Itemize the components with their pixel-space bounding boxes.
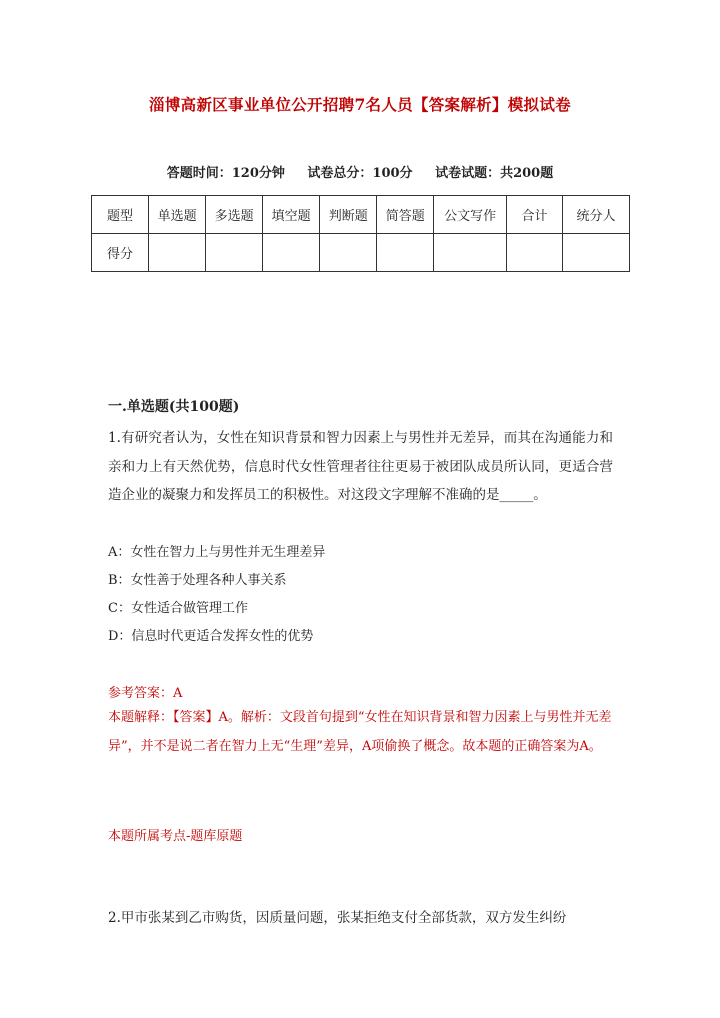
score-header-cell: 题型: [92, 196, 149, 234]
score-cell: [206, 234, 263, 272]
score-row-label: 得分: [92, 234, 149, 272]
question-stem-2: 2.甲市张某到乙市购货，因质量问题，张某拒绝支付全部货款，双方发生纠纷: [108, 910, 567, 926]
score-table-score-row: [92, 234, 630, 272]
reference-answer: 参考答案：A: [108, 686, 183, 701]
option-d: D：信息时代更适合发挥女性的优势: [108, 629, 314, 644]
score-cell: [263, 234, 320, 272]
section-heading: 一.单选题(共100题): [108, 399, 240, 415]
score-header-cell: 合计: [506, 196, 562, 234]
score-header-cell: 统分人: [563, 196, 630, 234]
exam-meta: [0, 162, 720, 181]
option-a: A：女性在智力上与男性并无生理差异: [108, 545, 326, 560]
option-b: B：女性善于处理各种人事关系: [108, 573, 287, 588]
exam-question-count: 试卷试题：共200题: [435, 166, 554, 181]
option-c: C：女性适合做管理工作: [108, 601, 248, 616]
score-header-cell: 单选题: [149, 196, 206, 234]
score-table-header-row: [92, 196, 630, 234]
score-header-cell: 判断题: [320, 196, 377, 234]
score-cell: [506, 234, 562, 272]
knowledge-point: 本题所属考点-题库原题: [108, 829, 243, 844]
exam-total-score: 试卷总分：100分: [307, 166, 413, 181]
score-cell: [149, 234, 206, 272]
score-header-cell: 多选题: [206, 196, 263, 234]
score-cell: [320, 234, 377, 272]
question-stem: 1.有研究者认为，女性在知识背景和智力因素上与男性并无差异，而其在沟通能力和亲和力上有天然优势，信息时代女性管理者往往更易于被团队成员所认同，更适合营造企业的凝聚力和发挥员工的积极性。对这段文字理解不准确的是_____。: [108, 430, 613, 503]
document-title: 淄博高新区事业单位公开招聘7名人员【答案解析】模拟试卷: [149, 95, 571, 114]
score-cell: [377, 234, 434, 272]
score-header-cell: 公文写作: [434, 196, 507, 234]
score-table: [91, 195, 630, 272]
score-cell: [563, 234, 630, 272]
score-header-cell: 简答题: [377, 196, 434, 234]
exam-time: 答题时间：120分钟: [166, 166, 285, 181]
answer-explanation: 本题解释：【答案】A。解析：文段首句提到“女性在知识背景和智力因素上与男性并无差异”，并不是说二者在智力上无“生理”差异，A项偷换了概念。故本题的正确答案为A。: [108, 710, 612, 754]
score-cell: [434, 234, 507, 272]
score-header-cell: 填空题: [263, 196, 320, 234]
